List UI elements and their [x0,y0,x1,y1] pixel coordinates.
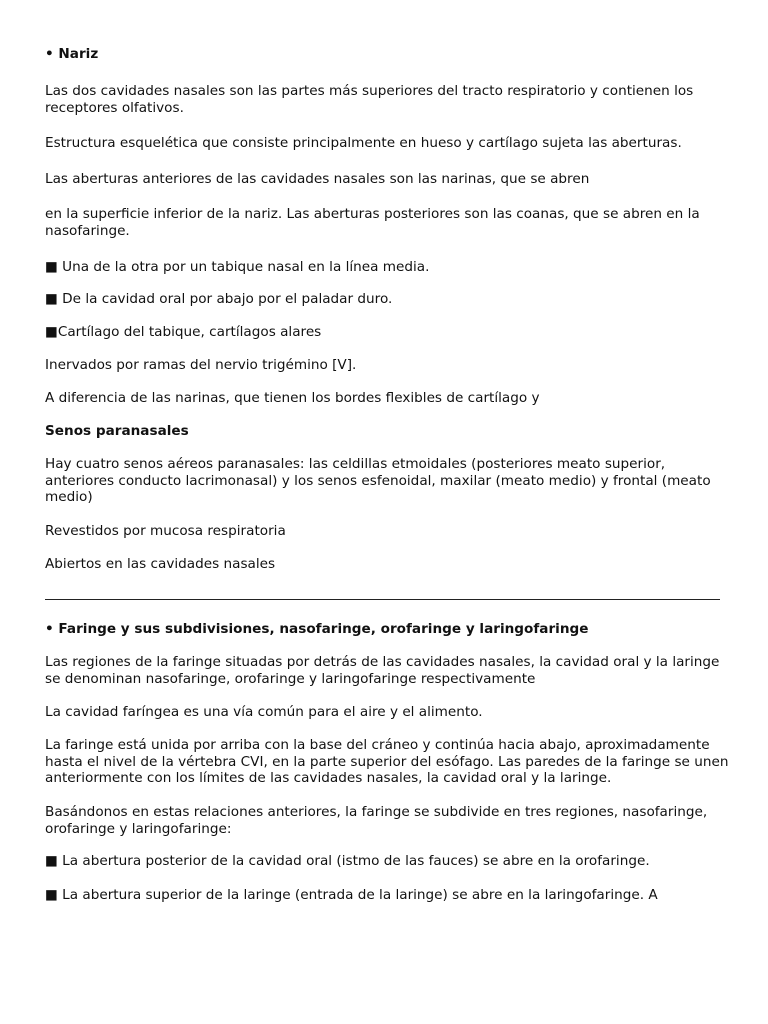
heading-senos-paranasales: Senos paranasales [45,423,189,439]
bullet-item: ■Cartílago del tabique, cartílagos alares [45,324,322,340]
bullet-item: ■ De la cavidad oral por abajo por el paladar duro. [45,291,393,307]
paragraph: Hay cuatro senos aéreos paranasales: las celdillas etmoidales (posteriores meato superior, anteriores conducto lacrimonasal) y los senos esfenoidal, maxilar (meato medio) y frontal (meato medio) [45,456,711,506]
paragraph: Abiertos en las cavidades nasales [45,556,276,572]
heading-faringe: • Faringe y sus subdivisiones, nasofaringe, orofaringe y laringofaringe [45,621,589,637]
paragraph: Las dos cavidades nasales son las partes más superiores del tracto respiratorio y contienen los receptores olfativos. [45,83,694,116]
paragraph: La cavidad faríngea es una vía común para el aire y el alimento. [45,704,483,720]
paragraph: La faringe está unida por arriba con la base del cráneo y continúa hacia abajo, aproximadamente hasta el nivel de la vértebra CVI, en la parte superior del esófago. Las paredes de la faringe se unen anteriormente con los límites de las cavidades nasales, la cavidad oral y la laringe. [45,737,729,787]
paragraph: Basándonos en estas relaciones anteriores, la faringe se subdivide en tres regiones, nasofaringe, orofaringe y laringofaringe: [45,804,708,837]
paragraph: Inervados por ramas del nervio trigémino [V]. [45,357,357,373]
bullet-item: ■ La abertura superior de la laringe (entrada de la laringe) se abre en la laringofaringe. A [45,887,658,903]
paragraph: Las aberturas anteriores de las cavidades nasales son las narinas, que se abren [45,171,590,187]
paragraph: Revestidos por mucosa respiratoria [45,523,286,539]
heading-nariz: • Nariz [45,46,99,62]
paragraph: Las regiones de la faringe situadas por detrás de las cavidades nasales, la cavidad oral y la laringe se denominan nasofaringe, orofaringe y laringofaringe respectivamente [45,654,720,687]
paragraph: Estructura esquelética que consiste principalmente en hueso y cartílago sujeta las aberturas. [45,135,682,151]
paragraph: en la superficie inferior de la nariz. Las aberturas posteriores son las coanas, que se abren en la nasofaringe. [45,206,700,239]
bullet-item: ■ La abertura posterior de la cavidad oral (istmo de las fauces) se abre en la orofaringe. [45,853,650,869]
bullet-item: ■ Una de la otra por un tabique nasal en la línea media. [45,259,430,275]
paragraph: A diferencia de las narinas, que tienen los bordes flexibles de cartílago y [45,390,540,406]
horizontal-divider [45,599,720,600]
